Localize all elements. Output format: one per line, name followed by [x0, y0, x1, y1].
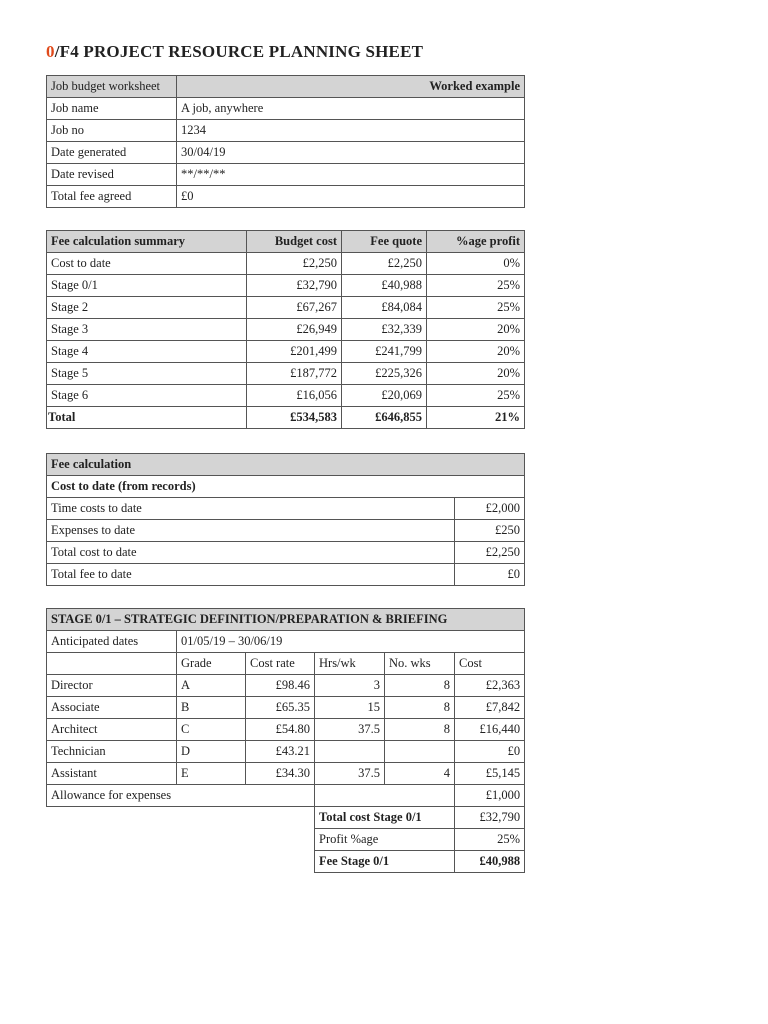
summary-table: [46, 230, 525, 429]
stage-cell: D: [177, 741, 246, 763]
summary-cell: £32,339: [342, 319, 427, 341]
stage-cell: £5,145: [455, 763, 525, 785]
stage-cell: 8: [385, 697, 455, 719]
job-header: Job budget worksheet: [47, 76, 177, 98]
stage-cell: Architect: [47, 719, 177, 741]
summary-cell: £2,250: [342, 253, 427, 275]
table-row: [47, 341, 525, 363]
summary-cell: 25%: [427, 297, 525, 319]
expenses-label: Allowance for expenses: [47, 785, 315, 807]
fee-calc-label: Expenses to date: [47, 520, 455, 542]
job-value: **/**/**: [177, 164, 525, 186]
summary-total-row: [47, 407, 525, 429]
job-value: A job, anywhere: [177, 98, 525, 120]
summary-cell: £241,799: [342, 341, 427, 363]
summary-cell: £32,790: [247, 275, 342, 297]
summary-cell: £26,949: [247, 319, 342, 341]
summary-cell: £84,084: [342, 297, 427, 319]
fee-calc-label: Total fee to date: [47, 564, 455, 586]
summary-cell: Stage 6: [47, 385, 247, 407]
stage-cell: Director: [47, 675, 177, 697]
table-row: [47, 675, 525, 697]
stage-col-header: Cost: [455, 653, 525, 675]
spacer: [47, 829, 315, 851]
table-row: [47, 697, 525, 719]
stage-cell: Associate: [47, 697, 177, 719]
job-label: Date generated: [47, 142, 177, 164]
summary-cell: Stage 3: [47, 319, 247, 341]
table-row: [47, 297, 525, 319]
table-row: [47, 385, 525, 407]
fee-calc-value: £0: [455, 564, 525, 586]
summary-cell: 0%: [427, 253, 525, 275]
table-row: [47, 741, 525, 763]
stage-cell: £98.46: [246, 675, 315, 697]
summary-cell: Stage 5: [47, 363, 247, 385]
stage-cell: £43.21: [246, 741, 315, 763]
stage-table: [46, 608, 525, 873]
fee-calc-table: [46, 453, 525, 586]
fee-stage-value: £40,988: [455, 851, 525, 873]
summary-cell: 20%: [427, 363, 525, 385]
fee-calc-label: Total cost to date: [47, 542, 455, 564]
dates-label: Anticipated dates: [47, 631, 177, 653]
stage-cell: £34.30: [246, 763, 315, 785]
job-table: [46, 75, 525, 208]
summary-total-cell: £534,583: [247, 407, 342, 429]
fee-calc-value: £2,000: [455, 498, 525, 520]
summary-cell: £225,326: [342, 363, 427, 385]
dates-value: 01/05/19 – 30/06/19: [177, 631, 525, 653]
stage-cell: 37.5: [315, 763, 385, 785]
summary-cell: £16,056: [247, 385, 342, 407]
summary-cell: £201,499: [247, 341, 342, 363]
stage-cell: 8: [385, 719, 455, 741]
summary-cell: Cost to date: [47, 253, 247, 275]
expenses-value: £1,000: [455, 785, 525, 807]
fee-calc-value: £2,250: [455, 542, 525, 564]
summary-total-cell: 21%: [427, 407, 525, 429]
stage-col-header: Cost rate: [246, 653, 315, 675]
job-label: Job name: [47, 98, 177, 120]
job-label: Date revised: [47, 164, 177, 186]
fee-calc-label: Time costs to date: [47, 498, 455, 520]
stage-cell: £16,440: [455, 719, 525, 741]
job-label: Total fee agreed: [47, 186, 177, 208]
title-text: /F4 PROJECT RESOURCE PLANNING SHEET: [54, 42, 424, 61]
profit-label: Profit %age: [315, 829, 455, 851]
stage-cell: £54.80: [246, 719, 315, 741]
stage-cell: 4: [385, 763, 455, 785]
stage-col-header: No. wks: [385, 653, 455, 675]
summary-cell: £187,772: [247, 363, 342, 385]
profit-value: 25%: [455, 829, 525, 851]
stage-cell: £7,842: [455, 697, 525, 719]
stage-cell: £2,363: [455, 675, 525, 697]
fee-calc-subheader: Cost to date (from records): [47, 476, 525, 498]
stage-cell: [385, 741, 455, 763]
summary-cell: 20%: [427, 319, 525, 341]
job-value: £0: [177, 186, 525, 208]
stage-cell: £0: [455, 741, 525, 763]
stage-header: STAGE 0/1 – STRATEGIC DEFINITION/PREPARATION & BRIEFING: [47, 609, 525, 631]
spacer: [47, 851, 315, 873]
summary-total-cell: Total: [47, 407, 247, 429]
job-header-right: Worked example: [177, 76, 525, 98]
stage-cell: 3: [315, 675, 385, 697]
summary-cell: £67,267: [247, 297, 342, 319]
job-value: 1234: [177, 120, 525, 142]
stage-cell: B: [177, 697, 246, 719]
page-title: [46, 42, 423, 62]
stage-cell: 37.5: [315, 719, 385, 741]
job-label: Job no: [47, 120, 177, 142]
summary-cell: £2,250: [247, 253, 342, 275]
total-cost-value: £32,790: [455, 807, 525, 829]
stage-cell: Technician: [47, 741, 177, 763]
table-row: [47, 719, 525, 741]
summary-cell: 25%: [427, 275, 525, 297]
stage-col-header: Grade: [177, 653, 246, 675]
job-value: 30/04/19: [177, 142, 525, 164]
summary-cell: Stage 0/1: [47, 275, 247, 297]
summary-cell: £20,069: [342, 385, 427, 407]
stage-cell: C: [177, 719, 246, 741]
stage-cell: 8: [385, 675, 455, 697]
fee-calc-value: £250: [455, 520, 525, 542]
fee-stage-label: Fee Stage 0/1: [315, 851, 455, 873]
summary-header: Fee calculation summary: [47, 231, 247, 253]
summary-header: %age profit: [427, 231, 525, 253]
summary-cell: 20%: [427, 341, 525, 363]
table-row: [47, 763, 525, 785]
stage-col-blank: [47, 653, 177, 675]
stage-cell: £65.35: [246, 697, 315, 719]
summary-header: Budget cost: [247, 231, 342, 253]
stage-cell: E: [177, 763, 246, 785]
table-row: [47, 275, 525, 297]
stage-cell: A: [177, 675, 246, 697]
summary-cell: £40,988: [342, 275, 427, 297]
table-row: [47, 363, 525, 385]
title-number: 0: [46, 42, 55, 61]
total-cost-label: Total cost Stage 0/1: [315, 807, 455, 829]
table-row: [47, 253, 525, 275]
expenses-blank: [315, 785, 455, 807]
summary-header: Fee quote: [342, 231, 427, 253]
summary-cell: Stage 2: [47, 297, 247, 319]
table-row: [47, 319, 525, 341]
spacer: [47, 807, 315, 829]
summary-cell: 25%: [427, 385, 525, 407]
stage-cell: Assistant: [47, 763, 177, 785]
stage-col-header: Hrs/wk: [315, 653, 385, 675]
summary-cell: Stage 4: [47, 341, 247, 363]
fee-calc-header: Fee calculation: [47, 454, 525, 476]
stage-cell: 15: [315, 697, 385, 719]
stage-cell: [315, 741, 385, 763]
summary-total-cell: £646,855: [342, 407, 427, 429]
